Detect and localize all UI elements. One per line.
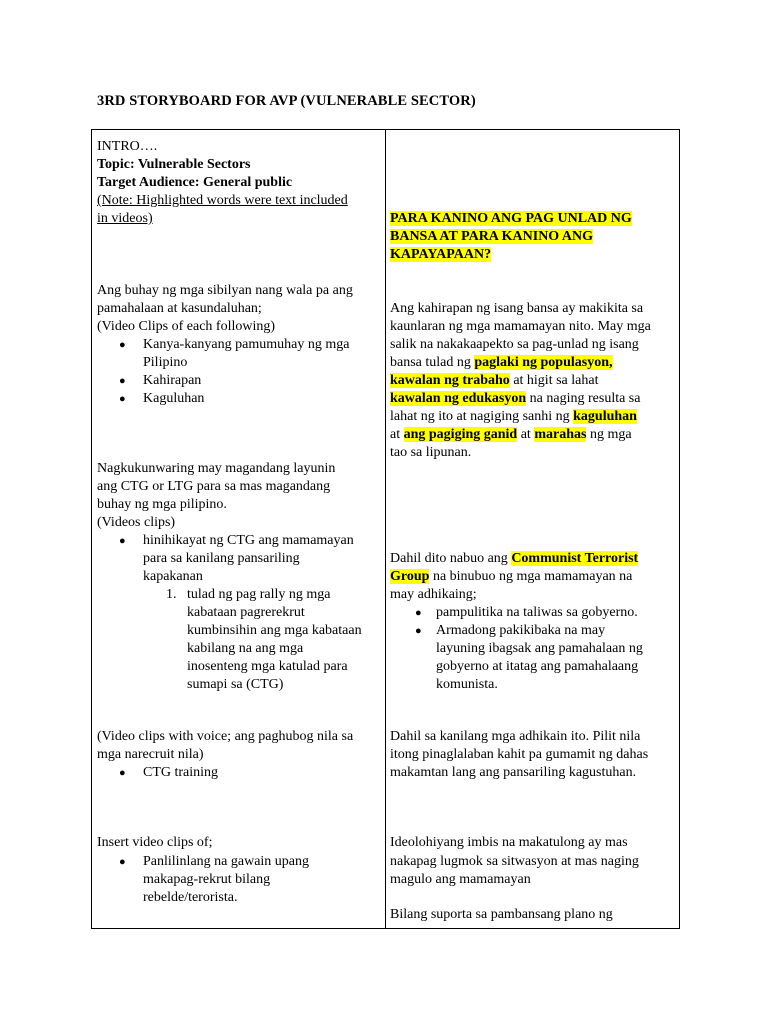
highlighted-phrase: ang pagiging ganid: [403, 427, 518, 442]
numbered-item-text: kumbinsihin ang mga kabataan: [187, 623, 362, 638]
paragraph-line: buhay ng mga pilipino.: [97, 497, 227, 512]
highlighted-heading: PARA KANINO ANG PAG UNLAD NG: [390, 211, 632, 226]
bullet-text: pampulitika na taliwas sa gobyerno.: [436, 605, 638, 620]
numbered-item-text: sumapi sa (CTG): [187, 677, 284, 692]
paragraph-line: [390, 426, 632, 444]
paragraph-line: [390, 372, 598, 390]
highlighted-phrase: Communist Terrorist: [511, 551, 639, 566]
paragraph-line: mga narecruit nila): [97, 747, 204, 762]
highlighted-heading: KAPAYAPAAN?: [390, 247, 492, 262]
paragraph-line: may adhikaing;: [390, 587, 477, 602]
section-heading: [390, 246, 491, 264]
bullet-text: Panlilinlang na gawain upang: [143, 854, 310, 869]
bullet-marker: ●: [119, 856, 126, 868]
paragraph-line: Ang buhay ng mga sibilyan nang wala pa ang: [97, 283, 353, 298]
bullet-text: kapakanan: [143, 569, 203, 584]
text-run: na naging resulta sa: [526, 391, 641, 406]
section-heading: [390, 210, 632, 228]
text-run: bansa tulad ng: [390, 355, 475, 370]
paragraph-line: nakapag lugmok sa sitwasyon at mas naging: [390, 854, 639, 869]
text-run: at: [517, 427, 535, 442]
bullet-marker: ●: [415, 607, 422, 619]
numbered-item-text: kabataan pagrerekrut: [187, 605, 305, 620]
paragraph-line: ang CTG or LTG para sa mas magandang: [97, 479, 331, 494]
paragraph-line: Ang kahirapan ng isang bansa ay makikita sa: [390, 301, 644, 316]
paragraph-line: (Video Clips of each following): [97, 319, 276, 334]
paragraph-line: Insert video clips of;: [97, 835, 213, 850]
paragraph-line: Dahil sa kanilang mga adhikain ito. Pilit nila: [390, 729, 641, 744]
paragraph-line: Ideolohiyang imbis na makatulong ay mas: [390, 835, 628, 850]
bullet-marker: ●: [415, 625, 422, 637]
topic-line: Topic: Vulnerable Sectors: [97, 157, 251, 172]
text-run: at: [390, 427, 404, 442]
paragraph-line: [390, 568, 632, 586]
column-divider: [385, 129, 386, 929]
bullet-text: makapag-rekrut bilang: [143, 872, 271, 887]
paragraph-line: itong pinaglalaban kahit pa gumamit ng dahas: [390, 747, 649, 762]
text-run: lahat ng ito at nagiging sanhi ng: [390, 409, 574, 424]
highlighted-phrase: Group: [390, 569, 430, 584]
paragraph-line: tao sa lipunan.: [390, 445, 472, 460]
paragraph-line: salik na nakakaapekto sa pag-unlad ng isang: [390, 337, 639, 352]
paragraph-line: pamahalaan at kasundaluhan;: [97, 301, 262, 316]
bullet-marker: ●: [119, 339, 126, 351]
paragraph-line: Nagkukunwaring may magandang layunin: [97, 461, 336, 476]
list-number: 1.: [166, 587, 177, 602]
paragraph-line: magulo ang mamamayan: [390, 872, 531, 887]
highlighted-phrase: kawalan ng edukasyon: [390, 391, 527, 406]
bullet-text: layuning ibagsak ang pamahalaan ng: [436, 641, 643, 656]
bullet-marker: ●: [119, 393, 126, 405]
highlighted-heading: BANSA AT PARA KANINO ANG: [390, 229, 594, 244]
paragraph-line: [390, 390, 640, 408]
paragraph-line: Bilang suporta sa pambansang plano ng: [390, 907, 613, 922]
text-run: ng mga: [586, 427, 632, 442]
numbered-item-text: inosenteng mga katulad para: [187, 659, 348, 674]
bullet-text: hinihikayat ng CTG ang mamamayan: [143, 533, 354, 548]
bullet-marker: ●: [119, 535, 126, 547]
document-title: 3RD STORYBOARD FOR AVP (VULNERABLE SECTOR): [97, 93, 476, 109]
note-line: (Note: Highlighted words were text included: [97, 193, 348, 208]
bullet-marker: ●: [119, 375, 126, 387]
bullet-text: Kahirapan: [143, 373, 202, 388]
text-run: na binubuo ng mga mamamayan na: [429, 569, 633, 584]
numbered-item-text: kabilang na ang mga: [187, 641, 304, 656]
paragraph-line: (Video clips with voice; ang paghubog nila sa: [97, 729, 354, 744]
highlighted-phrase: paglaki ng populasyon,: [474, 355, 613, 370]
highlighted-phrase: kawalan ng trabaho: [390, 373, 510, 388]
bullet-text: Kaguluhan: [143, 391, 205, 406]
paragraph-line: [390, 354, 613, 372]
paragraph-line: [390, 408, 637, 426]
paragraph-line: [390, 550, 638, 568]
numbered-item-text: tulad ng pag rally ng mga: [187, 587, 331, 602]
bullet-text: Armadong pakikibaka na may: [436, 623, 606, 638]
paragraph-line: makamtan lang ang pansariling kagustuhan.: [390, 765, 637, 780]
note-line: in videos): [97, 211, 153, 226]
section-heading: [390, 228, 593, 246]
text-run: Dahil dito nabuo ang: [390, 551, 512, 566]
paragraph-line: kaunlaran ng mga mamamayan nito. May mga: [390, 319, 651, 334]
bullet-text: rebelde/terorista.: [143, 890, 238, 905]
audience-line: Target Audience: General public: [97, 175, 293, 190]
bullet-marker: ●: [119, 767, 126, 779]
intro-label: INTRO….: [97, 139, 158, 154]
bullet-text: CTG training: [143, 765, 219, 780]
bullet-text: gobyerno at itatag ang pamahalaang: [436, 659, 639, 674]
bullet-text: komunista.: [436, 677, 498, 692]
bullet-text: para sa kanilang pansariling: [143, 551, 300, 566]
text-run: at higit sa lahat: [509, 373, 599, 388]
highlighted-phrase: kaguluhan: [573, 409, 637, 424]
bullet-text: Pilipino: [143, 355, 188, 370]
bullet-text: Kanya-kanyang pamumuhay ng mga: [143, 337, 350, 352]
highlighted-phrase: marahas: [534, 427, 587, 442]
paragraph-line: (Videos clips): [97, 515, 176, 530]
